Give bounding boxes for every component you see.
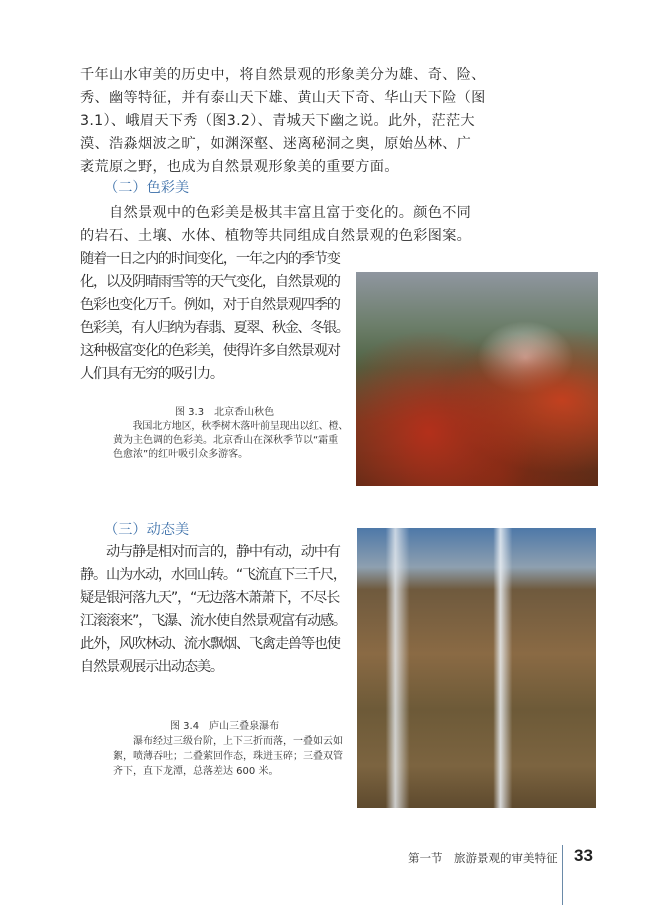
text-line: 3.1）、峨眉天下秀（图3.2）、青城天下幽之说。此外，茫茫大 bbox=[80, 113, 475, 129]
figure-caption-line: 絮，喷薄吞吐；二叠萦回作态，珠迸玉碎；三叠双管 bbox=[113, 751, 343, 762]
text-line: 自然景观展示出动态美。 bbox=[80, 659, 223, 675]
text-line: 疑是银河落九天”，“无边落木萧萧下，不尽长 bbox=[80, 590, 340, 606]
footer-divider bbox=[562, 845, 563, 905]
text-line: 化，以及阴晴雨雪等的天气变化，自然景观的 bbox=[80, 274, 340, 290]
text-line: 静。山为水动，水回山转。“飞流直下三千尺， bbox=[80, 567, 346, 583]
photo-lushan-waterfall bbox=[357, 528, 596, 808]
text-line: 随着一日之内的时间变化，一年之内的季节变 bbox=[80, 251, 340, 267]
text-line: 这种极富变化的色彩美，使得许多自然景观对 bbox=[80, 343, 340, 359]
figure-title: 图 3.3 北京香山秋色 bbox=[175, 407, 275, 418]
text-line: 色彩也变化万千。例如，对于自然景观四季的 bbox=[80, 297, 340, 313]
text-line: 的岩石、土壤、水体、植物等共同组成自然景观的色彩图案。 bbox=[80, 228, 472, 244]
figure-caption-line: 瀑布经过三级台阶，上下三折而落，一叠如云如 bbox=[113, 736, 343, 747]
text-line: 自然景观中的色彩美是极其丰富且富于变化的。颜色不同 bbox=[80, 205, 472, 221]
figure-caption-line: 色愈浓”的红叶吸引众多游客。 bbox=[113, 449, 249, 460]
section-heading-dynamic-beauty: （三）动态美 bbox=[104, 522, 190, 538]
text-line: 千年山水审美的历史中，将自然景观的形象美分为雄、奇、险、 bbox=[80, 67, 486, 83]
text-line: 秀、幽等特征，并有泰山天下雄、黄山天下奇、华山天下险（图 bbox=[80, 90, 486, 106]
figure-caption-line: 黄为主色调的色彩美。北京香山在深秋季节以“霜重 bbox=[113, 435, 339, 446]
section-heading-color-beauty: （二）色彩美 bbox=[104, 180, 190, 196]
text-line: 此外，风吹林动、流水飘烟、飞禽走兽等也使 bbox=[80, 636, 340, 652]
text-line: 色彩美，有人归纳为春翡、夏翠、秋金、冬银。 bbox=[80, 320, 349, 336]
text-line: 漠、浩淼烟波之旷，如渊深壑、迷离秘洞之奥，原始丛林、广 bbox=[80, 136, 472, 152]
running-footer: 第一节 旅游景观的审美特征 bbox=[408, 851, 558, 865]
figure-title: 图 3.4 庐山三叠泉瀑布 bbox=[170, 721, 280, 732]
figure-caption-line: 齐下，直下龙潭，总落差达 600 米。 bbox=[113, 766, 279, 777]
text-line: 袤荒原之野，也成为自然景观形象美的重要方面。 bbox=[80, 159, 399, 175]
text-line: 人们具有无穷的吸引力。 bbox=[80, 366, 223, 382]
text-line: 江滚滚来”，飞瀑、流水使自然景观富有动感。 bbox=[80, 613, 346, 629]
figure-caption-line: 我国北方地区，秋季树木落叶前呈现出以红、橙、 bbox=[113, 421, 349, 432]
page-number: 33 bbox=[574, 846, 593, 865]
text-line: 动与静是相对而言的，静中有动，动中有 bbox=[80, 544, 340, 560]
photo-xiangshan-autumn bbox=[356, 272, 598, 486]
